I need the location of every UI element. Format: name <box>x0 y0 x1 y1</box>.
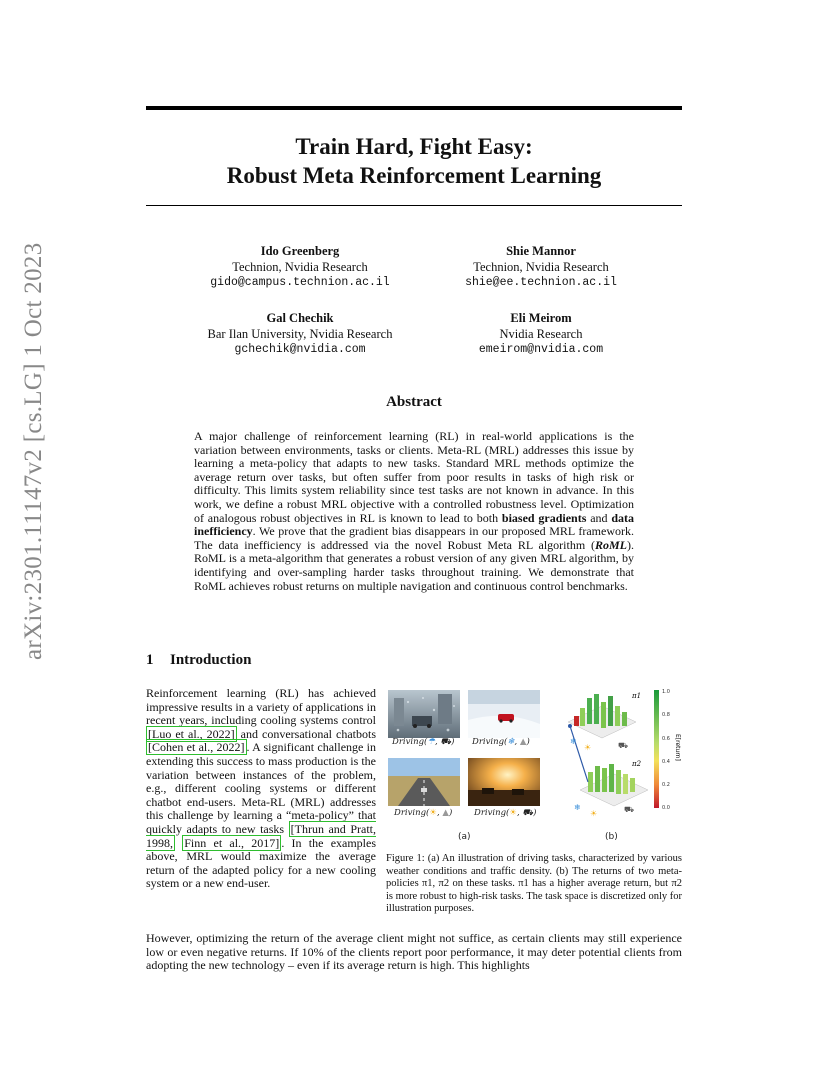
title-bottom-rule <box>146 205 682 206</box>
driving-label-text: Driving( <box>472 737 508 747</box>
driving-task-label: Driving(☀, ▲) <box>394 808 453 818</box>
section-title: Introduction <box>170 652 252 668</box>
abstract-text: and <box>586 510 612 525</box>
author-name: Eli Meirom <box>510 311 572 325</box>
author-name: Shie Mannor <box>506 244 576 258</box>
author-email[interactable]: gchechik@nvidia.com <box>234 343 366 356</box>
traffic-icon: ⛟ <box>624 805 635 814</box>
driving-task-label: Driving(❄, ▲) <box>472 737 530 747</box>
author-block <box>421 311 661 358</box>
colorbar-label: E[return] <box>674 734 681 761</box>
driving-task-label: Driving(☂, ⛟) <box>392 737 455 747</box>
snow-icon: ❄ <box>507 737 515 747</box>
traffic-icon: ⛟ <box>618 741 629 750</box>
title-top-rule <box>146 106 682 110</box>
pi2-label: π2 <box>632 760 642 768</box>
colorbar-tick: 0.6 <box>662 736 670 742</box>
abstract-body <box>194 430 634 593</box>
pi2-bar-plot <box>580 760 648 806</box>
abstract-text: A major challenge of reinforcement learning (RL) in real-world applications is the variation between environments, tasks or clients. Meta-RL (MRL) addresses this issue by learning a meta-policy that adapts to new tasks. Standard MRL methods optimize the average return over tasks, but often suffer from poor results in tasks of high risk or difficulty. This limits system reliability since test tasks are not known in advance. In this work, we define a robust MRL objective with a controlled robustness level. Optimization of analogous robust objectives in RL is known to lead to both <box>194 429 634 525</box>
author-name: Ido Greenberg <box>260 244 340 258</box>
connector-arrow <box>570 726 588 782</box>
snow-icon: ❄ <box>574 803 581 812</box>
sun-icon: ☀ <box>429 808 437 818</box>
citation-link[interactable]: Finn et al., 2017] <box>184 835 280 850</box>
intro-text: . In the examples above, MRL would maximize the average return of the adapted policy for a new cooling system or a new end-user. <box>146 835 377 891</box>
author-affiliation: Nvidia Research <box>499 326 583 341</box>
abstract-text: . We prove that the gradient bias disappears in our proposed MRL framework. The data inefficiency is addressed via the novel Robust Meta RL algorithm ( <box>194 524 634 552</box>
author-affiliation: Bar Ilan University, Nvidia Research <box>207 326 393 341</box>
rain-icon: ☂ <box>427 737 435 747</box>
sunset-traffic-photo <box>468 758 540 806</box>
title-line-1: Train Hard, Fight Easy: <box>295 134 533 159</box>
figure-panel-b-label: (b) <box>605 832 618 842</box>
colorbar-tick: 0.0 <box>662 805 670 811</box>
driving-label-close: ) <box>533 808 537 818</box>
author-affiliation: Technion, Nvidia Research <box>473 259 609 274</box>
citation-link[interactable]: [Cohen et al., 2022] <box>148 740 245 755</box>
abstract-bold-term: data inefficiency <box>194 510 635 539</box>
driving-label-text: Driving( <box>474 808 510 818</box>
intro-text: . A significant challenge in extending this success to mass production is the variation between instances of the problem, e.g., different cooling systems or different chatbot end-users. Meta-RL (MRL) addresses this challenge by learning a “meta-policy” that quickly adapts to new tasks <box>146 740 376 836</box>
return-bar-plots <box>558 686 682 836</box>
connector-arrow-end <box>568 724 572 728</box>
driving-label-text: Driving( <box>392 737 428 747</box>
heavy-traffic-icon: ⛟ <box>522 808 534 818</box>
author-name: Gal Chechik <box>266 311 334 325</box>
colorbar-tick: 0.2 <box>662 782 670 788</box>
driving-task-label: Driving(☀, ⛟) <box>474 808 537 818</box>
intro-paragraph-continued: However, optimizing the return of the average client might not suffice, as certain clients may still experience low or even negative returns. If 10% of the clients report poor performance, it may deter potential clients from adopting the new technology – even if its average return is high. This highlights <box>146 931 682 973</box>
citation-link[interactable]: [Luo et al., 2022] <box>148 726 235 741</box>
paper-title <box>146 132 682 190</box>
abstract-heading: Abstract <box>386 394 442 410</box>
author-email[interactable]: emeirom@nvidia.com <box>478 343 604 356</box>
figure-caption: Figure 1: (a) An illustration of driving tasks, characterized by various weather conditions and traffic density. (b) The returns of two meta-policies π1, π2 on these tasks. π1 has a higher average return, but π2 is more robust to high-risk tasks. The task space is discretized only for illustration purposes. <box>386 853 682 915</box>
author-block <box>180 244 420 291</box>
author-block <box>180 311 420 358</box>
figure-panel-a-label: (a) <box>458 832 471 842</box>
roml-name: RoML <box>594 537 627 552</box>
sun-icon: ☀ <box>509 808 517 818</box>
light-traffic-icon: ▲ <box>519 737 527 747</box>
section-heading <box>146 652 251 669</box>
sun-icon: ☀ <box>584 743 592 752</box>
section-number: 1 <box>146 652 154 668</box>
driving-label-close: ) <box>448 808 453 818</box>
driving-label-close: ) <box>526 737 530 747</box>
light-traffic-icon: ▲ <box>442 808 449 818</box>
author-block <box>421 244 661 291</box>
pi1-bar-plot <box>568 692 641 738</box>
rainy-city-photo <box>388 690 460 738</box>
title-line-2: Robust Meta Reinforcement Learning <box>226 163 602 188</box>
abstract-bold-term: biased gradients <box>501 510 587 525</box>
driving-label-text: Driving( <box>394 808 430 818</box>
heavy-traffic-icon: ⛟ <box>440 737 452 747</box>
intro-paragraph <box>146 687 376 891</box>
author-email[interactable]: gido@campus.technion.ac.il <box>210 276 390 289</box>
snowy-road-photo <box>468 690 540 738</box>
empty-highway-photo <box>388 758 460 806</box>
colorbar-tick: 1.0 <box>662 689 670 695</box>
author-email[interactable]: shie@ee.technion.ac.il <box>465 276 617 289</box>
citation-link[interactable]: [Thrun and Pratt, 1998, <box>146 821 376 850</box>
colorbar-tick: 0.8 <box>662 712 670 718</box>
abstract-text: ). RoML is a meta-algorithm that generates a robust version of any given MRL algorithm, by identifying and over-sampling harder tasks throughout training. We demonstrate that RoML achieves robust returns on multiple navigation and continuous control benchmarks. <box>194 537 634 593</box>
intro-text: Reinforcement learning (RL) has achieved impressive results in a variety of applications in recent years, including cooling systems control <box>146 686 376 728</box>
driving-label-close: ) <box>451 737 455 747</box>
colorbar <box>654 690 659 808</box>
author-affiliation: Technion, Nvidia Research <box>232 259 368 274</box>
snow-icon: ❄ <box>570 737 577 746</box>
colorbar-ticks <box>662 689 670 811</box>
intro-text: and conversational chatbots <box>236 726 376 741</box>
colorbar-tick: 0.4 <box>662 759 670 765</box>
arxiv-identifier: arXiv:2301.11147v2 [cs.LG] 1 Oct 2023 <box>20 242 47 660</box>
sun-icon: ☀ <box>590 809 598 818</box>
pi1-label: π1 <box>632 692 642 700</box>
